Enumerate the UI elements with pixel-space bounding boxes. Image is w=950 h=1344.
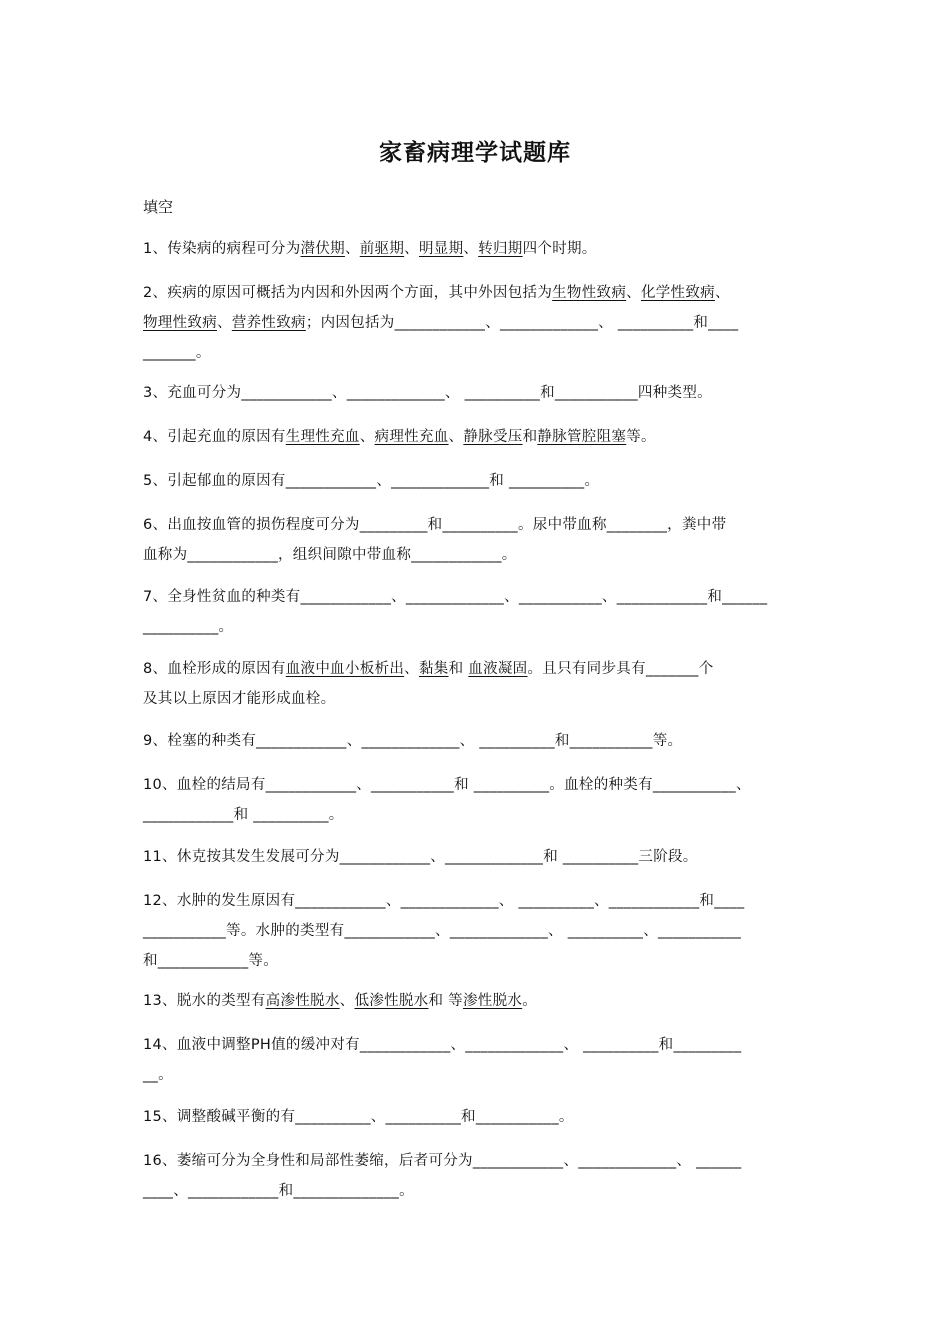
question-line [143, 654, 811, 684]
question-text: 7、全身性贫血的种类有____________、_____________、___________、____________和______ [143, 589, 768, 605]
question-line [143, 1030, 811, 1060]
answer-text: 高渗性脱水 [265, 993, 340, 1009]
question-text: 12、水肿的发生原因有____________、_____________、 __________、____________和____ [143, 893, 745, 909]
question-5 [143, 466, 811, 496]
question-text: 和 等 [428, 993, 463, 1009]
question-text: 4、引起充血的原因有 [143, 429, 286, 445]
question-text: 、 [714, 285, 730, 301]
question-text: 3、充血可分为____________、_____________、 __________和___________四种类型。 [143, 385, 712, 401]
question-text: 6、出血按血管的损伤程度可分为_________和__________。尿中带血称________，粪中带 [143, 517, 727, 533]
question-text: 、 [339, 993, 355, 1009]
question-text: 四个时期。 [522, 241, 597, 257]
question-13 [143, 986, 811, 1016]
question-text: 、 [463, 241, 479, 257]
question-text: 11、休克按其发生发展可分为____________、_____________和 __________三阶段。 [143, 849, 698, 865]
question-text: 和 [448, 661, 469, 677]
question-text: 10、血栓的结局有____________、___________和 __________。血栓的种类有___________、 [143, 777, 751, 793]
answer-text: 化学性致病 [640, 285, 715, 301]
answer-text: 明显期 [418, 241, 464, 257]
answer-text: 血液凝固 [468, 661, 528, 677]
question-text: ____________和 __________。 [143, 807, 344, 823]
question-text: 等。 [626, 429, 656, 445]
question-line [143, 540, 811, 570]
question-10 [143, 770, 811, 830]
question-line [143, 770, 811, 800]
question-line [143, 278, 811, 308]
question-text: ；内因包括为____________、_____________、 __________和____ [305, 315, 739, 331]
question-text: 1、传染病的病程可分为 [143, 241, 301, 257]
question-2 [143, 278, 811, 368]
question-text: 、 [359, 429, 375, 445]
question-8 [143, 654, 811, 714]
question-text: __________。 [143, 619, 234, 635]
answer-text: 静脉管腔阻塞 [537, 429, 627, 445]
question-text: 和 [522, 429, 538, 445]
question-text: 9、栓塞的种类有____________、_____________、 __________和___________等。 [143, 733, 683, 749]
question-text: 血称为____________，组织间隙中带血称____________。 [143, 547, 517, 563]
question-text: 、 [626, 285, 641, 301]
question-line [143, 1146, 811, 1176]
question-line [143, 886, 811, 916]
answer-text: 病理性充血 [374, 429, 449, 445]
question-text: 14、血液中调整PH值的缓冲对有____________、_____________、 __________和_________ [143, 1037, 742, 1053]
answer-text: 生理性充血 [285, 429, 360, 445]
question-text: _______。 [143, 345, 211, 361]
question-line [143, 422, 811, 452]
question-line [143, 1176, 811, 1206]
question-9 [143, 726, 811, 756]
question-text: 2、疾病的原因可概括为内因和外因两个方面，其中外因包括为 [143, 285, 553, 301]
question-text: 16、萎缩可分为全身性和局部性萎缩，后者可分为____________、_____________、 ______ [143, 1153, 742, 1169]
question-line [143, 726, 811, 756]
answer-text: 低渗性脱水 [354, 993, 429, 1009]
question-text: __。 [143, 1067, 173, 1083]
answer-text: 前驱期 [359, 241, 405, 257]
answer-text: 渗性脱水 [462, 993, 523, 1009]
answer-text: 转归期 [478, 241, 523, 257]
page-title: 家畜病理学试题库 [379, 140, 571, 166]
question-line [143, 1102, 811, 1132]
question-text: 8、血栓形成的原因有 [143, 661, 286, 677]
answer-text: 黏集 [418, 661, 449, 677]
question-line [143, 466, 811, 496]
question-text: 、 [217, 315, 232, 331]
question-7 [143, 582, 811, 642]
answer-text: 潜伏期 [300, 241, 345, 257]
question-text: 5、引起郁血的原因有____________、_____________和 __________。 [143, 473, 600, 489]
question-line [143, 986, 811, 1016]
question-line [143, 916, 811, 946]
question-15 [143, 1102, 811, 1132]
question-line [143, 842, 811, 872]
question-text: 。 [522, 993, 537, 1009]
answer-text: 血液中血小板析出 [285, 661, 405, 677]
question-line [143, 338, 811, 368]
question-11 [143, 842, 811, 872]
question-16 [143, 1146, 811, 1206]
question-text: 、 [404, 241, 419, 257]
question-line [143, 510, 811, 540]
question-text: 、 [448, 429, 464, 445]
question-line [143, 308, 811, 338]
question-12 [143, 886, 811, 976]
question-6 [143, 510, 811, 570]
answer-text: 营养性致病 [231, 315, 306, 331]
question-1 [143, 234, 811, 264]
answer-text: 静脉受压 [463, 429, 523, 445]
question-line [143, 612, 811, 642]
question-line [143, 582, 811, 612]
question-3 [143, 378, 811, 408]
question-14 [143, 1030, 811, 1090]
question-text: ___________等。水肿的类型有____________、_____________、 __________、___________ [143, 923, 742, 939]
question-line [143, 378, 811, 408]
question-line [143, 1060, 811, 1090]
question-text: 、 [404, 661, 419, 677]
question-text: 及其以上原因才能形成血栓。 [143, 691, 336, 707]
question-line [143, 234, 811, 264]
question-text: 15、调整酸碱平衡的有__________、__________和___________。 [143, 1109, 574, 1125]
section-heading: 填空 [143, 198, 174, 216]
question-line [143, 800, 811, 830]
question-text: 、 [344, 241, 360, 257]
question-text: 和____________等。 [143, 953, 278, 969]
question-line [143, 684, 811, 714]
question-text: 。且只有同步具有_______个 [527, 661, 714, 677]
answer-text: 物理性致病 [143, 315, 217, 331]
question-4 [143, 422, 811, 452]
question-line [143, 946, 811, 976]
question-text: ____、____________和______________。 [143, 1183, 414, 1199]
answer-text: 生物性致病 [552, 285, 627, 301]
question-text: 13、脱水的类型有 [143, 993, 266, 1009]
